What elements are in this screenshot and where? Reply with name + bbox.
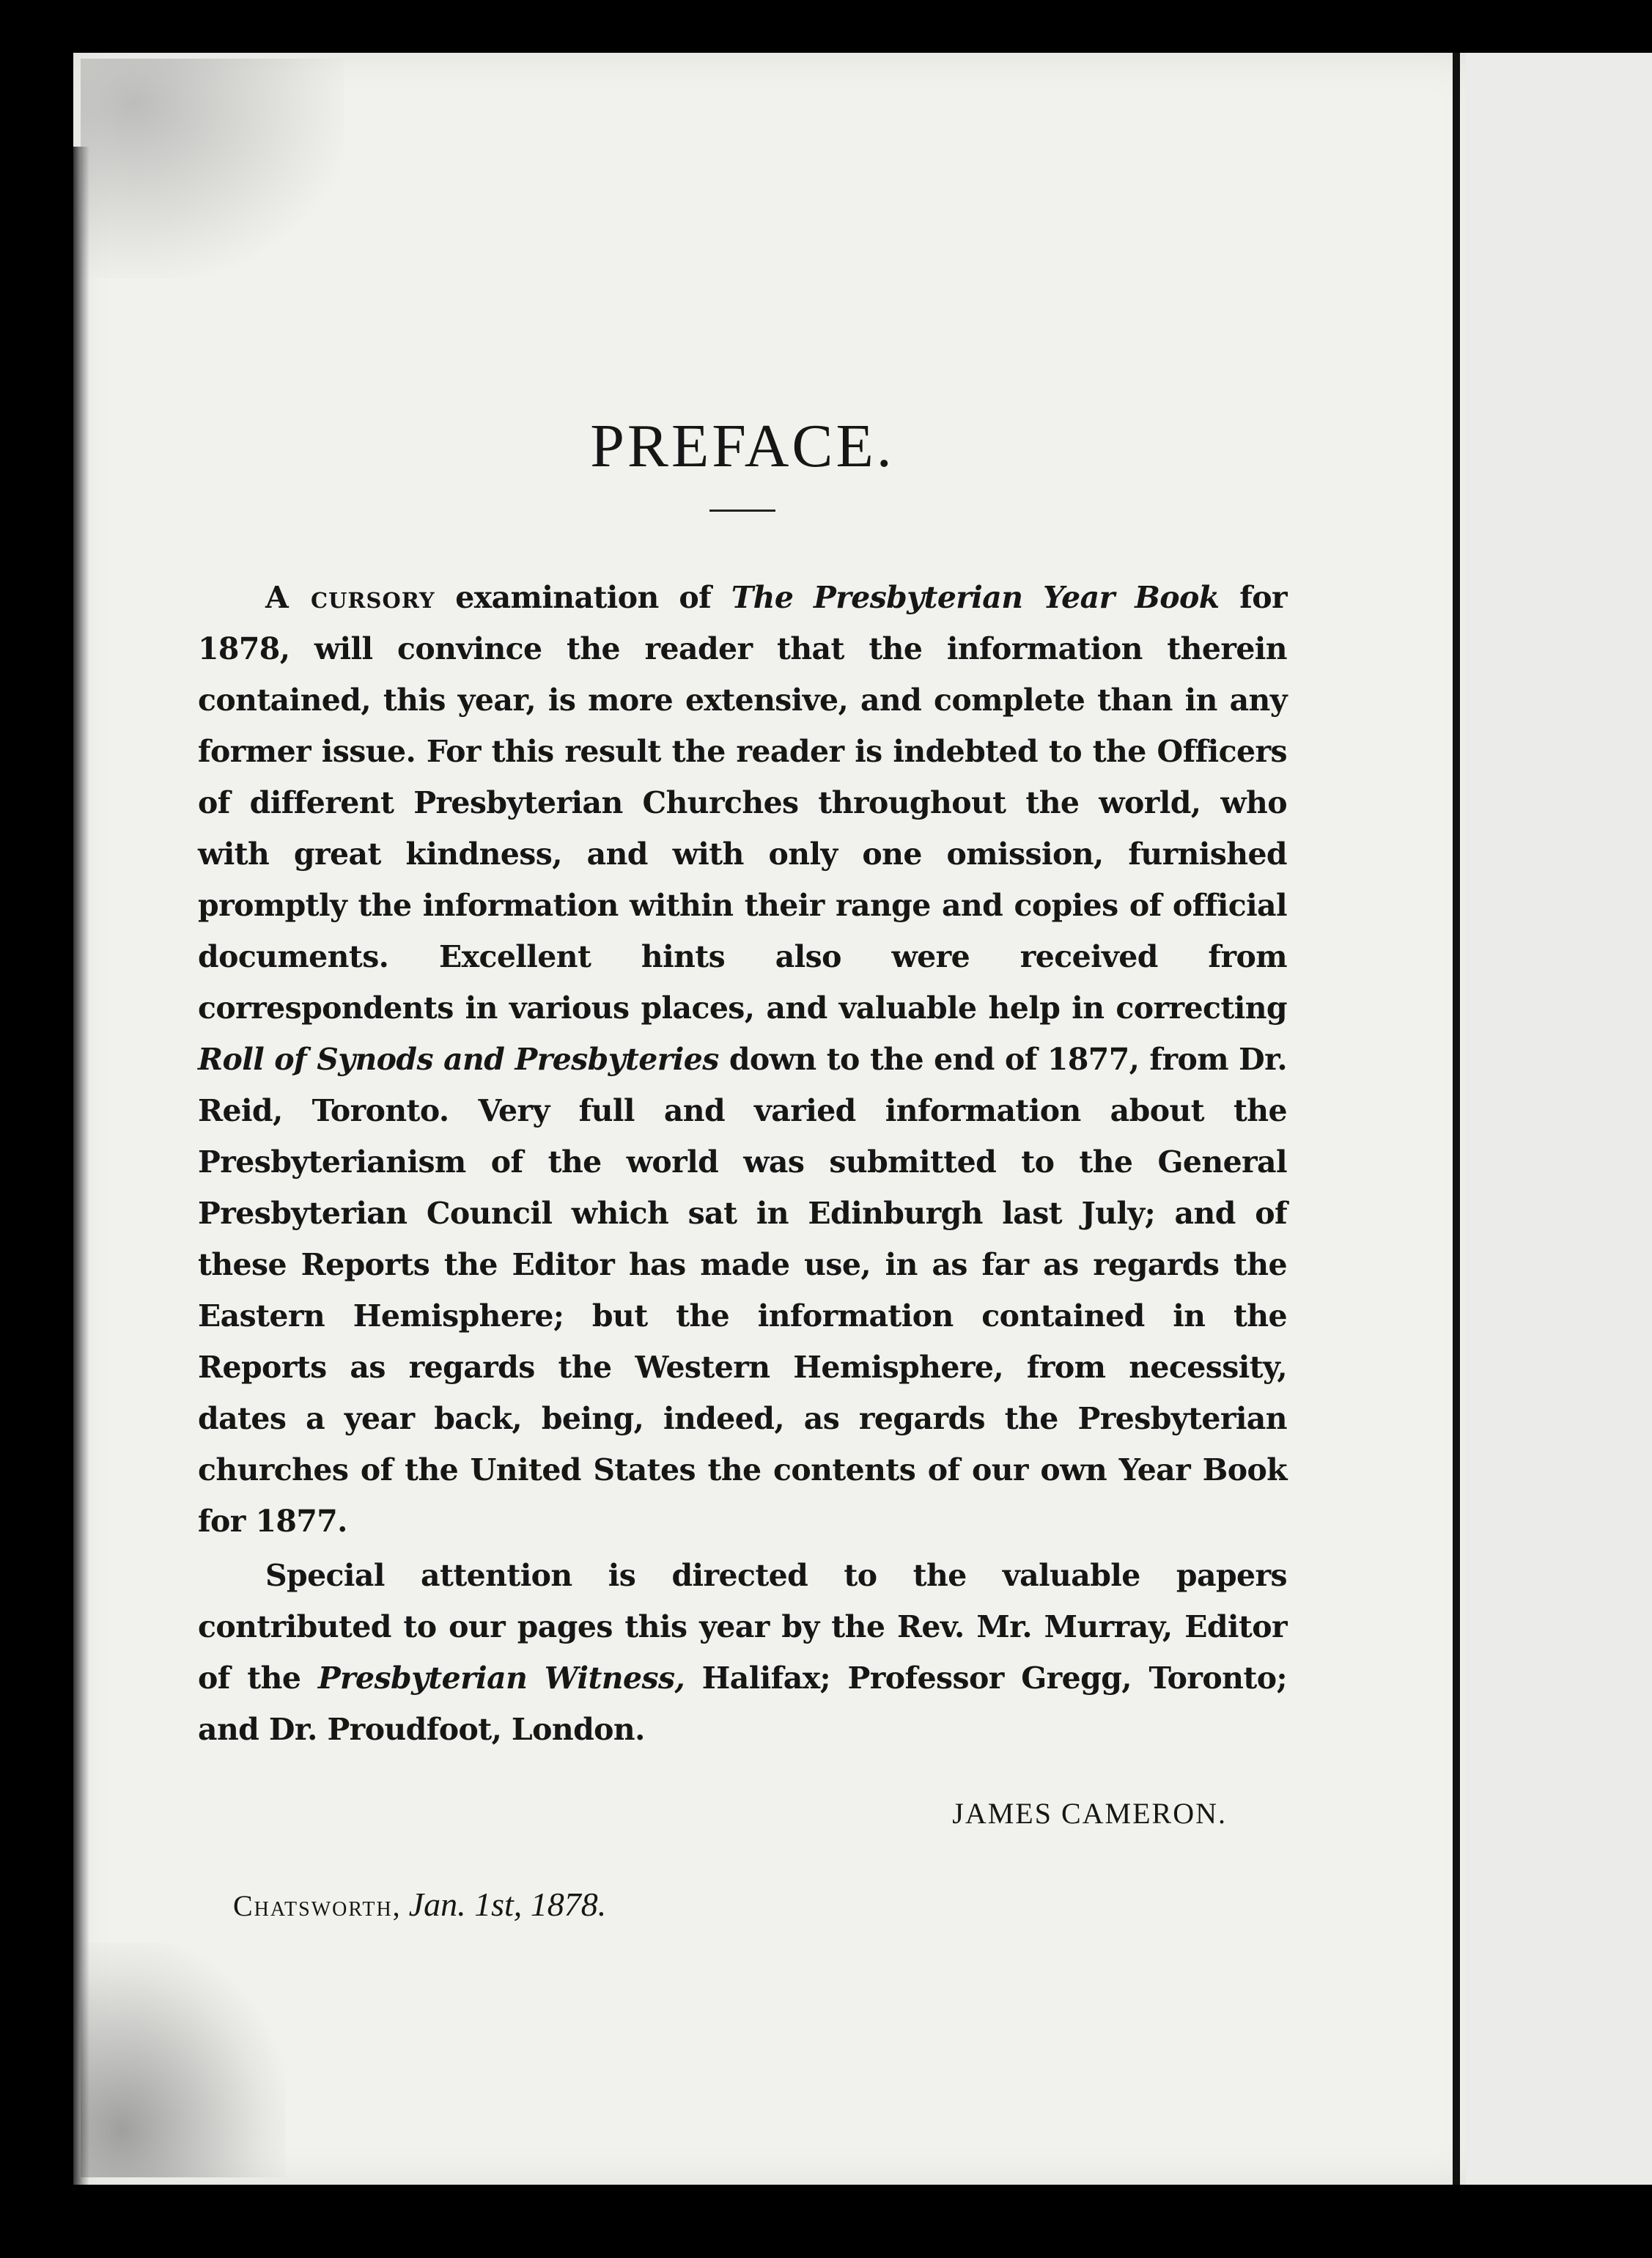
paragraph-1 (198, 572, 1287, 1547)
periodical-title: Presbyterian Witness, (317, 1661, 685, 1696)
corner-stain (81, 59, 344, 279)
preface-body (198, 411, 1287, 1924)
paragraph-2 (198, 1550, 1287, 1755)
page-gutter (1453, 53, 1460, 2185)
paragraph-1-text-3: down to the end of 1877, from Dr. Reid, Toronto. Very full and varied information about the Presbyterianism of the world was submitted to the General Presbyterian Council which sat in Edinburgh last July; and of these Reports the Editor has made use, in as far as regards the Eastern Hemisphere; but the information contained in the Reports as regards the Western Hemisphere, from necessity, dates a year back, being, indeed, as regards the Presbyterian churches of the United States the contents of our own Year Book for 1877. (198, 1042, 1288, 1539)
place-and-date (233, 1885, 1287, 1924)
place: Chatsworth, (233, 1889, 402, 1922)
paragraph-1-text-1: examination of (435, 580, 731, 615)
lead-words: A cursory (265, 580, 435, 615)
paragraph-2-text-2: Halifax; Professor Gregg, Toronto; and Dr. Proudfoot, London. (198, 1661, 1287, 1747)
binding-shadow (73, 147, 89, 2185)
book-title: The Presbyterian Year Book (731, 580, 1220, 615)
paragraph-1-text-2: for 1878, will convince the reader that the information therein contained, this year, is more extensive, and complete than in any former issue. For this result the reader is indebted to the Officers of different Presbyterian Churches throughout the world, who with great kindness, and with only one omission, furnished promptly the information within their range and copies of official documents. Excellent hints also were received from correspondents in various places, and valuable help in correcting (198, 580, 1288, 1026)
facing-page-edge (1466, 53, 1652, 2185)
page-title: PREFACE. (590, 412, 895, 480)
corner-stain-bottom (81, 1943, 286, 2177)
roll-title: Roll of Synods and Presbyteries (198, 1042, 719, 1077)
title-divider (709, 510, 775, 512)
paragraph-2-text-1: Special attention is directed to the valuable papers contributed to our pages this year by the Rev. Mr. Murray, Editor of the (198, 1558, 1287, 1696)
signature: JAMES CAMERON. (952, 1797, 1227, 1830)
date: Jan. 1st, 1878. (408, 1886, 607, 1923)
